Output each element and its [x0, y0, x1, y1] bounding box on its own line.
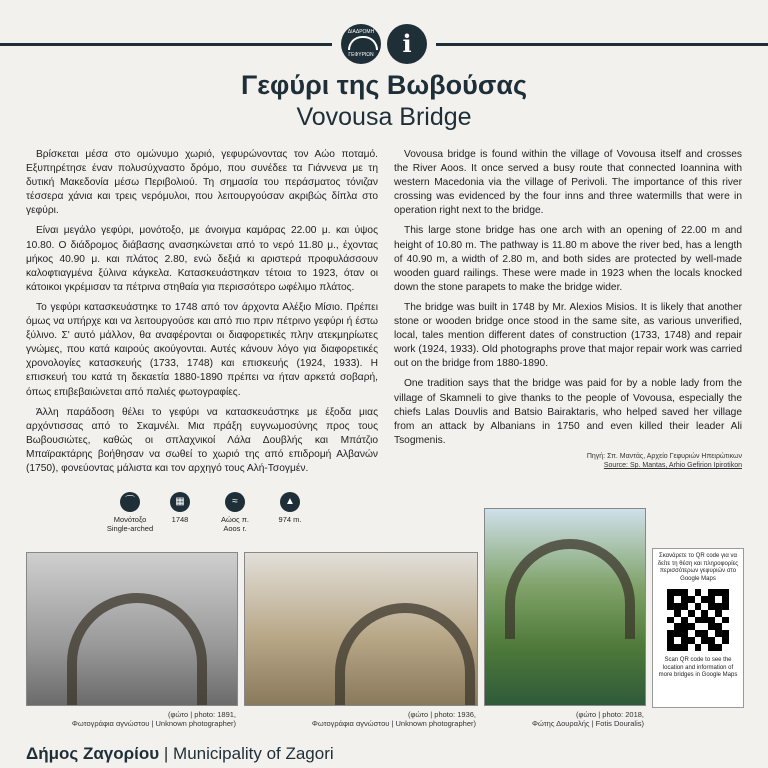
- source-credit-greek: Πηγή: Σπ. Μαντάς, Αρχείο Γεφυριών Ηπειρώτικων: [586, 453, 742, 460]
- photo-caption: [26, 710, 236, 728]
- historic-photo-1891: [26, 552, 238, 706]
- qr-text-greek: Σκανάρετε το QR code για να δείτε τη θέση και πληροφορίες περισσότερων γεφυριών στο Google Maps: [657, 553, 739, 582]
- page-title-english: Vovousa Bridge: [296, 103, 472, 131]
- page-title-greek: Γεφύρι της Βωβούσας: [241, 70, 527, 100]
- fact-label: Single-arched: [106, 524, 154, 533]
- fact-label: 974 m.: [278, 515, 302, 524]
- qr-code-icon[interactable]: [667, 589, 729, 651]
- logo-bottom-text: ΓΕΦΥΡΙΩΝ: [348, 52, 374, 58]
- fact-label: Aoos r.: [223, 524, 247, 533]
- qr-text-english: Scan QR code to see the location and information of more bridges in Google Maps: [658, 657, 738, 678]
- logo-top-text: ΔΙΑΔΡΟΜΗ: [347, 29, 375, 35]
- mountain-icon: ▲: [280, 492, 300, 512]
- paragraph: Άλλη παράδοση θέλει το γεφύρι να κατασκευάστηκε με έξοδα μιας αρχόντισσας από το Σκαμνέλι. Μια πράξη ευγνωμοσύνης προς τους Βωβουσιώτες, καθώς οι σπλαχνικοί Λάλα Δουβλής και Μπάτζιο Μπαϊρακτάρης βοήθησαν να σωθεί το χωριό της από επιδρομή Αλβανών (1750), φονεύοντας μάλιστα και τον αρχηγό τους Αλή-Τσογμέν.: [26, 406, 378, 474]
- fact-altitude: [260, 492, 320, 524]
- river-icon: ≈: [225, 492, 245, 512]
- bridge-arch-icon: [348, 36, 378, 50]
- modern-photo-2018: [484, 508, 646, 706]
- bridge-arch-shape: [67, 593, 207, 706]
- paragraph: Βρίσκεται μέσα στο ομώνυμο χωριό, γεφυρώνοντας τον Αώο ποταμό. Εξυπηρέτησε έναν πολυσύχναστο δρόμο, που συνέδεε τα Γιάννενα με τη δυτική Μακεδονία μέσω Περιβολιού. Τη σημασία του περάσματος τόνιζαν τέσσερα χάνια και τρεις νερόμυλοι, που λειτουργούσαν ακριβώς δίπλα στο γεφύρι.: [26, 149, 378, 217]
- fact-label: 1748: [171, 515, 189, 524]
- caption-line: Φωτογράφια αγνώστου | Unknown photographer): [311, 719, 476, 728]
- source-credit: [394, 452, 742, 470]
- paragraph: The bridge was built in 1748 by Mr. Alexios Misios. It is likely that another stone or wooden bridge once stood in the same site, as various unverified, local, tales mention different dates of construction (1733, 1748) and repair work (1924, 1933). Old photographs prove that major repair work was carried out on the bridge from 1880-1890.: [394, 301, 742, 370]
- caption-line: (φώτο | photo: 1891,: [168, 710, 236, 719]
- fact-river: [205, 492, 265, 533]
- photo-caption: [244, 710, 476, 728]
- caption-line: Φώτης Δουραλής | Fotis Douralis): [531, 719, 644, 728]
- single-arch-icon: ⌒: [120, 492, 140, 512]
- footer-english: Municipality of Zagori: [173, 744, 334, 763]
- bridges-route-logo: [341, 24, 381, 64]
- footer-separator: |: [159, 744, 174, 763]
- english-text-column: [394, 148, 742, 454]
- bridge-arch-shape: [505, 539, 635, 639]
- greek-text-column: [26, 148, 378, 482]
- paragraph: Είναι μεγάλο γεφύρι, μονότοξο, με άνοιγμα καμάρας 22.00 μ. και ύψος 10.80. Ο διάδρομος διάβασης ανασηκώνεται από το νερό 11.80 μ., έχοντας μήκος 40.90 μ. και πλάτος 2.80, ενώ δεξιά κι αριστερά προφυλάσσουν καλοφτιαγμένα ξύλινα κάγκελα. Κατασκευάστηκαν τέτοια το 1923, όταν οι κάτοικοι γκρέμισαν τα πέτρινα στηθαία για περισσότερο ωφέλιμο πλάτος.: [26, 225, 378, 293]
- header-line-left: [0, 43, 332, 46]
- bridge-arch-shape: [335, 603, 475, 706]
- caption-line: (φώτο | photo: 1936,: [408, 710, 476, 719]
- historic-photo-1936: [244, 552, 478, 706]
- calendar-icon: ▦: [170, 492, 190, 512]
- footer-municipality: [26, 744, 334, 764]
- caption-line: Φωτογράφια αγνώστου | Unknown photographer): [71, 719, 236, 728]
- bridge-facts-icons: [100, 492, 320, 540]
- info-icon: i: [387, 24, 427, 64]
- fact-label: Αώος π.: [221, 515, 249, 524]
- fact-year: [150, 492, 210, 524]
- paragraph: One tradition says that the bridge was paid for by a noble lady from the village of Skamneli to give thanks to the people of Vovousa, especially the chiefs Lalas Douvlis and Batsio Bairaktaris, who helped saved her village from an attack by Albanians in 1750 and even killed their leader Ali Tsogmenis.: [394, 378, 742, 446]
- paragraph: This large stone bridge has one arch with an opening of 22.00 m and height of 10.80 m. The pathway is 11.80 m above the river bed, has a length of 40.90 m, a width of 2.80 m, and both sides are protected by well-made wooden guard railings. These were made in 1923 when the locals knocked down the stone parapets to make the bridge wider.: [394, 225, 742, 293]
- photo-caption: [484, 710, 644, 728]
- header-line-right: [436, 43, 768, 46]
- paragraph: Vovousa bridge is found within the village of Vovousa itself and crosses the River Aoos. It once served a busy route that connected Ioannina with western Macedonia via the village of Perivoli. The importance of this river crossing was evidenced by the four inns and three watermills that were in operation right next to the bridge.: [394, 149, 742, 217]
- footer-greek: Δήμος Ζαγορίου: [26, 744, 160, 763]
- source-credit-english: Source: Sp. Mantas, Arhio Gefirion Ipirotikon: [603, 462, 742, 469]
- qr-code-panel: [652, 548, 744, 708]
- caption-line: (φώτο | photo: 2018,: [576, 710, 644, 719]
- fact-label: Μονότοξο: [113, 515, 147, 524]
- paragraph: Το γεφύρι κατασκευάστηκε το 1748 από τον άρχοντα Αλέξιο Μίσιο. Πρέπει όμως να υπήρχε και να λειτουργούσε και από πιο πριν πέτρινο γεφύρι ή έστω ξύλινο. Σ' αυτό μάλλον, θα αναφέρονται οι διαφορετικές πλην ατεκμηρίωτες γνώμες, που κατά καιρούς ακούγονται. Αυτές κάνουν λόγο για διαφορετικές χρονολογίες κατασκευής (1733, 1748) και επισκευής (1924, 1933). Η επισκευή του κατά τη δεκαετία 1880-1890 πρέπει να ήταν αρκετά σοβαρή, όπως επιβεβαιώνεται από παλιές φωτογραφίες.: [26, 301, 378, 398]
